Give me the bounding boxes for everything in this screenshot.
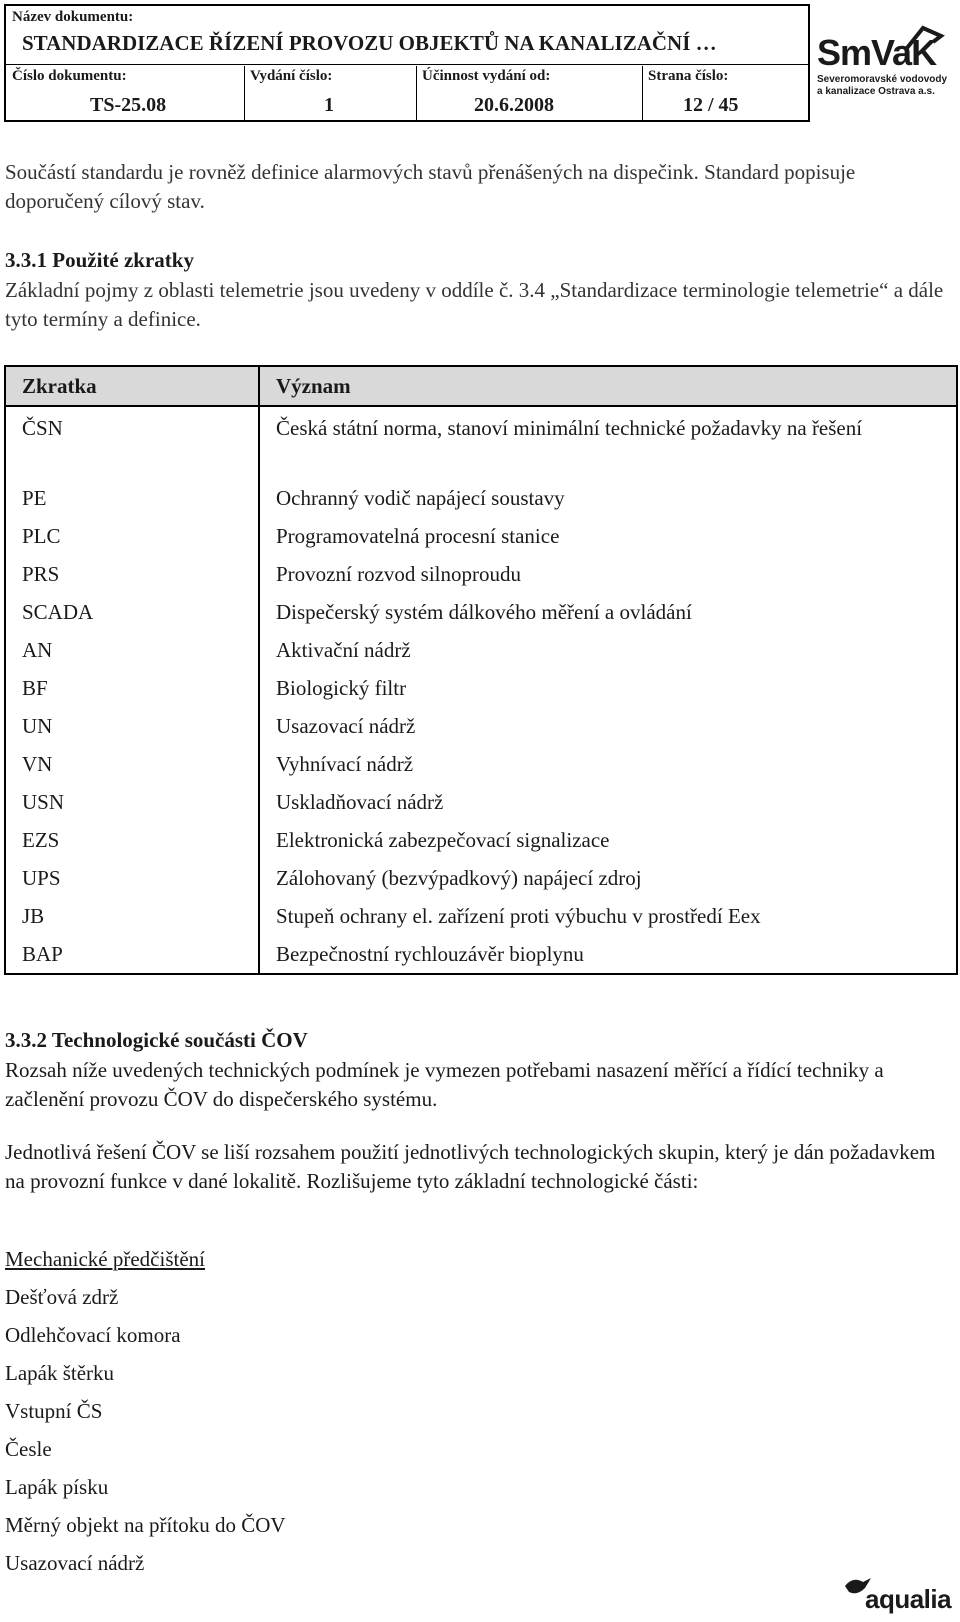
section-heading-332: 3.3.2 Technologické součásti ČOV <box>5 1028 308 1052</box>
section-332-paragraph-1: Rozsah níže uvedených technických podmínek je vymezen potřebami nasazení měřící a řídící techniky a začlenění provozu ČOV do dispečerského systému. <box>5 1058 884 1111</box>
meaning-cell: Ochranný vodič napájecí soustavy <box>259 479 957 517</box>
smvak-subtitle-line2: a kanalizace Ostrava a.s. <box>817 86 935 97</box>
column-header-abbr: Zkratka <box>5 366 259 406</box>
meaning-cell: Uskladňovací nádrž <box>259 783 957 821</box>
effective-label: Účinnost vydání od: <box>422 68 551 84</box>
table-row <box>5 897 957 935</box>
aqualia-logo <box>843 1574 955 1618</box>
doc-number: TS-25.08 <box>90 94 167 116</box>
meaning-cell: Stupeň ochrany el. zařízení proti výbuchu v prostředí Eex <box>259 897 957 935</box>
table-row <box>5 859 957 897</box>
table-row <box>5 479 957 517</box>
smvak-brand: SmVaK <box>817 32 937 73</box>
abbr-cell: UN <box>5 707 259 745</box>
meaning-cell: Dispečerský systém dálkového měření a ovládání <box>259 593 957 631</box>
table-row <box>5 935 957 974</box>
list-title: Mechanické předčištění <box>5 1247 205 1271</box>
meaning-cell: Provozní rozvod silnoproudu <box>259 555 957 593</box>
meaning-cell: Aktivační nádrž <box>259 631 957 669</box>
list-item: Vstupní ČS <box>5 1399 103 1423</box>
table-row <box>5 555 957 593</box>
meaning-cell: Elektronická zabezpečovací signalizace <box>259 821 957 859</box>
table-row <box>5 669 957 707</box>
intro-paragraph: Součástí standardu je rovněž definice alarmových stavů přenášených na dispečink. Standard popisuje doporučený cílový stav. <box>5 160 856 213</box>
table-row <box>5 517 957 555</box>
meaning-cell: Vyhnívací nádrž <box>259 745 957 783</box>
technology-parts-list <box>5 1245 286 1587</box>
table-row <box>5 707 957 745</box>
table-row <box>5 593 957 631</box>
doc-name-label: Název dokumentu: <box>12 9 134 25</box>
smvak-logo <box>815 18 948 108</box>
abbr-cell: PLC <box>5 517 259 555</box>
table-header-row <box>5 366 957 406</box>
meaning-cell: Biologický filtr <box>259 669 957 707</box>
section-332-paragraph-2: Jednotlivá řešení ČOV se liší rozsahem použití jednotlivých technologických skupin, který je dán požadavkem na provozní funkce v dané lokalitě. Rozlišujeme tyto základní technologické části: <box>5 1140 936 1193</box>
abbr-cell: AN <box>5 631 259 669</box>
header-divider <box>6 64 808 65</box>
meaning-cell: Česká státní norma, stanoví minimální technické požadavky na řešení <box>259 406 957 479</box>
abbr-cell: SCADA <box>5 593 259 631</box>
issue-number: 1 <box>324 94 334 116</box>
issue-label: Vydání číslo: <box>250 68 333 84</box>
column-header-meaning: Význam <box>259 366 957 406</box>
abbr-cell: EZS <box>5 821 259 859</box>
abbr-cell: BF <box>5 669 259 707</box>
doc-name: STANDARDIZACE ŘÍZENÍ PROVOZU OBJEKTŮ NA KANALIZAČNÍ … <box>22 31 717 55</box>
section-331-text: Základní pojmy z oblasti telemetrie jsou uvedeny v oddíle č. 3.4 „Standardizace terminologie telemetrie“ a dále tyto termíny a definice. <box>5 278 944 331</box>
page-number: 12 / 45 <box>683 94 739 116</box>
table-row <box>5 745 957 783</box>
header-col-divider <box>416 66 417 120</box>
abbr-cell: PRS <box>5 555 259 593</box>
abbr-cell: ČSN <box>5 406 259 479</box>
document-header <box>4 4 810 122</box>
meaning-cell: Bezpečnostní rychlouzávěr bioplynu <box>259 935 957 974</box>
table-row <box>5 783 957 821</box>
section-heading-331: 3.3.1 Použité zkratky <box>5 248 194 272</box>
abbr-cell: JB <box>5 897 259 935</box>
abbr-cell: UPS <box>5 859 259 897</box>
page-label: Strana číslo: <box>648 68 729 84</box>
abbr-cell: BAP <box>5 935 259 974</box>
effective-date: 20.6.2008 <box>474 94 554 116</box>
table-row <box>5 406 957 479</box>
abbr-cell: PE <box>5 479 259 517</box>
doc-number-label: Číslo dokumentu: <box>12 68 127 84</box>
meaning-cell: Usazovací nádrž <box>259 707 957 745</box>
table-row <box>5 631 957 669</box>
abbr-cell: VN <box>5 745 259 783</box>
list-item: Dešťová zdrž <box>5 1285 119 1309</box>
list-item: Usazovací nádrž <box>5 1551 145 1575</box>
list-item: Česle <box>5 1437 52 1461</box>
list-item: Odlehčovací komora <box>5 1323 181 1347</box>
list-item: Lapák štěrku <box>5 1361 115 1385</box>
list-item: Lapák písku <box>5 1475 109 1499</box>
meaning-cell: Programovatelná procesní stanice <box>259 517 957 555</box>
table-row <box>5 821 957 859</box>
header-col-divider <box>244 66 245 120</box>
abbr-cell: USN <box>5 783 259 821</box>
abbreviations-table <box>4 365 958 975</box>
meaning-cell: Zálohovaný (bezvýpadkový) napájecí zdroj <box>259 859 957 897</box>
list-item: Měrný objekt na přítoku do ČOV <box>5 1513 286 1537</box>
aqualia-wordmark: aqualia <box>865 1584 952 1614</box>
header-col-divider <box>642 66 643 120</box>
smvak-subtitle-line1: Severomoravské vodovody <box>817 74 948 85</box>
